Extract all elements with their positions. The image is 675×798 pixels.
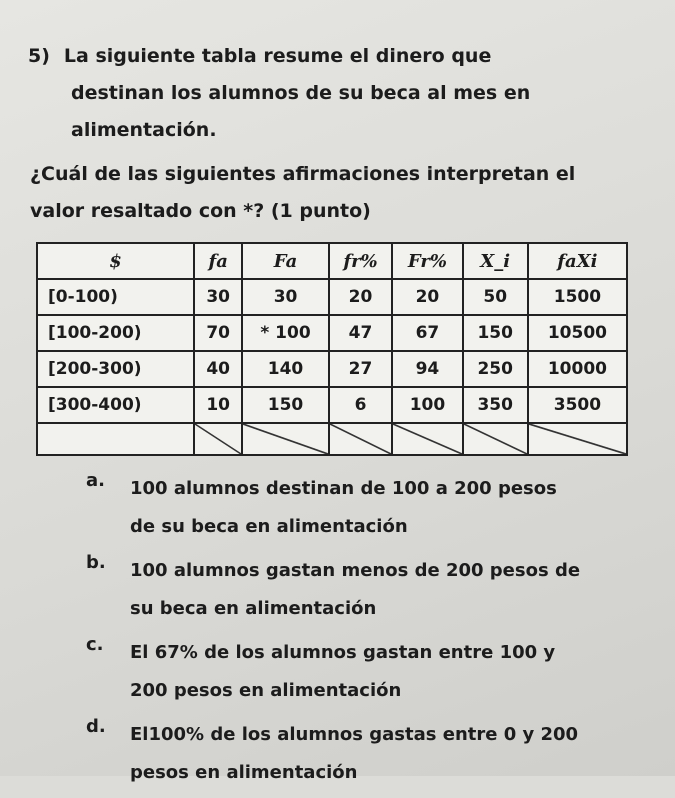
option-text-line: El 67% de los alumnos gastan entre 100 y — [130, 642, 556, 663]
table-row — [37, 387, 627, 423]
question-line-3: alimentación. — [71, 119, 217, 141]
cell-fa-xi: 10500 — [528, 315, 627, 351]
header-fa: fa — [194, 243, 242, 279]
option-text-line: pesos en alimentación — [130, 762, 358, 783]
option-c[interactable] — [86, 634, 646, 710]
option-text-line: 100 alumnos destinan de 100 a 200 pesos — [130, 478, 557, 499]
cell-fa-xi: 3500 — [528, 387, 627, 423]
option-text-line: de su beca en alimentación — [130, 516, 408, 537]
cell-fr: 47 — [329, 315, 393, 351]
header-fa-xi: faXi — [528, 243, 627, 279]
option-text-line: 100 alumnos gastan menos de 200 pesos de — [130, 560, 581, 581]
cell-fa: 10 — [194, 387, 242, 423]
question-number: 5) — [28, 45, 50, 67]
cell-Fr: 100 — [392, 387, 462, 423]
cell-Fr: 94 — [392, 351, 462, 387]
table-row — [37, 351, 627, 387]
header-Fr-percent: Fr% — [392, 243, 462, 279]
cell-interval: [300-400) — [37, 387, 194, 423]
prompt-line-1: ¿Cuál de las siguientes afirmaciones interpretan el — [30, 163, 576, 185]
cell-Fa: 30 — [242, 279, 328, 315]
option-letter: d. — [86, 716, 106, 737]
option-letter: c. — [86, 634, 104, 655]
option-a[interactable] — [86, 470, 646, 546]
cell-interval: [100-200) — [37, 315, 194, 351]
crossed-cell — [463, 423, 528, 455]
crossed-cell — [329, 423, 393, 455]
crossed-cell — [242, 423, 328, 455]
cell-xi: 250 — [463, 351, 528, 387]
prompt-line-2: valor resaltado con *? (1 punto) — [30, 200, 371, 222]
option-letter: a. — [86, 470, 105, 491]
option-letter: b. — [86, 552, 106, 573]
option-text-line: su beca en alimentación — [130, 598, 377, 619]
cell-Fa-highlighted: * 100 — [242, 315, 328, 351]
cell-interval: [200-300) — [37, 351, 194, 387]
table-blank-row — [37, 423, 627, 455]
cell-fr: 27 — [329, 351, 393, 387]
table-row — [37, 279, 627, 315]
question-statement — [28, 38, 588, 149]
crossed-cell — [392, 423, 462, 455]
header-fr-percent: fr% — [329, 243, 393, 279]
table-header-row — [37, 243, 627, 279]
cell-xi: 50 — [463, 279, 528, 315]
header-xi: X_i — [463, 243, 528, 279]
cell-Fr: 67 — [392, 315, 462, 351]
cell-Fr: 20 — [392, 279, 462, 315]
option-text-line: 200 pesos en alimentación — [130, 680, 402, 701]
question-line-1: La siguiente tabla resume el dinero que — [63, 45, 492, 67]
question-prompt — [30, 156, 630, 230]
blank-cell — [37, 423, 194, 455]
cell-Fa: 150 — [242, 387, 328, 423]
cell-fr: 6 — [329, 387, 393, 423]
cell-fa-xi: 10000 — [528, 351, 627, 387]
option-text-line: El100% de los alumnos gastas entre 0 y 200 — [130, 724, 579, 745]
frequency-table — [36, 242, 628, 456]
header-Fa: Fa — [242, 243, 328, 279]
option-d[interactable] — [86, 716, 646, 792]
cell-fr: 20 — [329, 279, 393, 315]
question-line-2: destinan los alumnos de su beca al mes en — [71, 82, 531, 104]
cell-interval: [0-100) — [37, 279, 194, 315]
answer-options — [86, 470, 646, 798]
cell-Fa: 140 — [242, 351, 328, 387]
cell-fa: 30 — [194, 279, 242, 315]
header-interval: $ — [37, 243, 194, 279]
cell-xi: 150 — [463, 315, 528, 351]
cell-fa-xi: 1500 — [528, 279, 627, 315]
crossed-cell — [194, 423, 242, 455]
cell-xi: 350 — [463, 387, 528, 423]
cell-fa: 40 — [194, 351, 242, 387]
crossed-cell — [528, 423, 627, 455]
option-b[interactable] — [86, 552, 646, 628]
cell-fa: 70 — [194, 315, 242, 351]
table-row — [37, 315, 627, 351]
